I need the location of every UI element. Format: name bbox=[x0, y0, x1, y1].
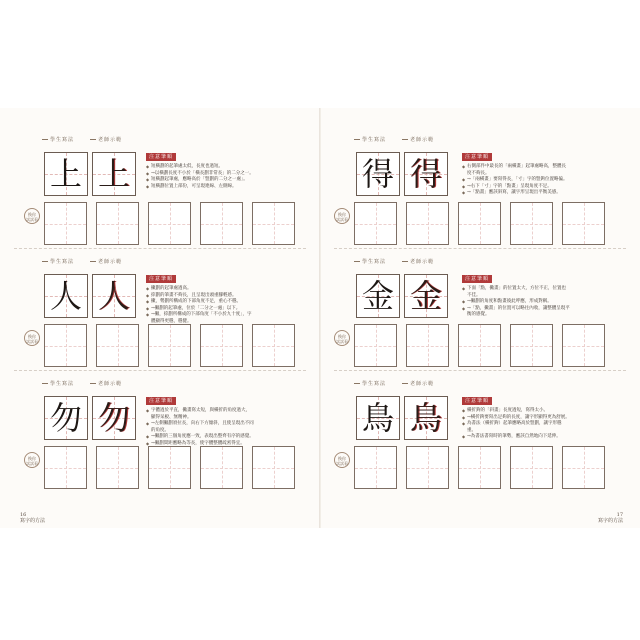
student-example-label: 學生寫法 bbox=[354, 258, 386, 268]
practice-grid-box[interactable] bbox=[458, 202, 501, 245]
try-it-line2: 試試看 bbox=[336, 217, 348, 222]
student-example-box bbox=[356, 152, 400, 196]
tip-item: ◆ 短橫劃起筆處，應略高於「豎劃的二分之一處」。 bbox=[146, 177, 254, 184]
practice-section bbox=[320, 376, 640, 496]
tip-item: ◆ 捺劃的筆畫不夠長，且呈現出頭重腳輕感。 bbox=[146, 293, 254, 300]
example-character: 勿 bbox=[49, 399, 82, 437]
left-page-subtitle: 寫字的方法 bbox=[20, 518, 46, 524]
try-it-line1: 換你 bbox=[28, 456, 36, 461]
practice-grid-box[interactable] bbox=[200, 324, 243, 367]
tip-item: ◆ →撇劃的三個角度應一致，表現出整齊有序的感覺。 bbox=[146, 434, 254, 441]
right-page-subtitle: 寫字的方法 bbox=[598, 518, 624, 524]
practice-grid-box[interactable] bbox=[510, 446, 553, 489]
example-character: 得 bbox=[361, 155, 394, 193]
try-it-badge bbox=[24, 330, 40, 346]
tip-item: ◆ 橫折鉤的「斜畫」長度過短，寫得太小。 bbox=[462, 408, 570, 415]
tip-item: ◆ 為書法（橫折鉤）起筆應略高於豎劃，讓字形穩重。 bbox=[462, 421, 570, 434]
section-divider bbox=[14, 248, 306, 249]
tips-list bbox=[146, 408, 254, 447]
try-it-badge bbox=[334, 452, 350, 468]
practice-grid-box[interactable] bbox=[200, 446, 243, 489]
tips-badge: 注意筆順 bbox=[146, 397, 176, 405]
section-divider bbox=[334, 370, 626, 371]
student-example-box bbox=[44, 396, 88, 440]
practice-grid-box[interactable] bbox=[148, 324, 191, 367]
student-example-label: 學生寫法 bbox=[354, 380, 386, 390]
section-divider bbox=[334, 248, 626, 249]
tip-item: ◆ 短橫劃的起筆處太低，長度也過短。 bbox=[146, 164, 254, 171]
student-example-box bbox=[356, 274, 400, 318]
try-it-badge bbox=[24, 208, 40, 224]
practice-grid-box[interactable] bbox=[458, 446, 501, 489]
tip-item: ◆ →撇，捺劃所構成的下部角度「不小於九十度」，字體顯得更穩，穩健。 bbox=[146, 312, 254, 325]
try-it-line1: 換你 bbox=[338, 334, 346, 339]
example-character: 人 bbox=[49, 277, 82, 315]
practice-section bbox=[0, 254, 320, 374]
practice-grid-box[interactable] bbox=[406, 202, 449, 245]
left-page bbox=[0, 108, 320, 528]
practice-grid-box[interactable] bbox=[354, 446, 397, 489]
practice-grid-box[interactable] bbox=[148, 446, 191, 489]
practice-grid-box[interactable] bbox=[96, 202, 139, 245]
practice-grid-box[interactable] bbox=[44, 446, 87, 489]
tip-item: ◆ 字體過於平直，撇畫寫太短，與橫折的角度過大，顯得呆板、無精神。 bbox=[146, 408, 254, 421]
practice-grid-box[interactable] bbox=[458, 324, 501, 367]
right-page-footer bbox=[598, 512, 623, 524]
demo-character: 金 bbox=[409, 277, 442, 315]
try-it-line1: 換你 bbox=[338, 212, 346, 217]
tip-item: ◆ →右下「寸」字的「點畫」呈現角度不足。 bbox=[462, 184, 570, 191]
practice-grid-box[interactable] bbox=[96, 324, 139, 367]
try-it-line2: 試試看 bbox=[336, 461, 348, 466]
practice-grid-box[interactable] bbox=[252, 446, 295, 489]
tip-item: ◆ →為書法書寫時的筆勢，應該自然地向下延伸。 bbox=[462, 434, 570, 441]
practice-grid-box[interactable] bbox=[44, 202, 87, 245]
try-it-line2: 試試看 bbox=[26, 461, 38, 466]
tip-item: ◆ →「點，撇畫」的位置可以略往內收，讓整體呈現平衡的感覺。 bbox=[462, 306, 570, 319]
tip-item: ◆ →「點畫」應該斜寫，讓字形呈現出平衡美感。 bbox=[462, 190, 570, 197]
try-it-badge bbox=[24, 452, 40, 468]
tips-list bbox=[462, 164, 570, 197]
practice-section bbox=[0, 132, 320, 252]
tip-item: ◆ →撇劃的角度和點畫彼此呼應，形成對稱。 bbox=[462, 299, 570, 306]
practice-grid-box[interactable] bbox=[562, 324, 605, 367]
student-example-label: 學生寫法 bbox=[42, 380, 74, 390]
tips-badge: 注意筆順 bbox=[462, 397, 492, 405]
tips-badge: 注意筆順 bbox=[462, 153, 492, 161]
try-it-line1: 換你 bbox=[338, 456, 346, 461]
tip-item: ◆ →左側撇劃須拉長，向右下方傾斜，且使呈現出不同的角度。 bbox=[146, 421, 254, 434]
practice-grid-box[interactable] bbox=[562, 446, 605, 489]
tips-list bbox=[462, 286, 570, 319]
example-character: 鳥 bbox=[361, 399, 394, 437]
teacher-demo-label: 老師示範 bbox=[90, 136, 122, 146]
practice-grid-box[interactable] bbox=[406, 446, 449, 489]
demo-character: 得 bbox=[409, 155, 442, 193]
teacher-demo-box bbox=[92, 152, 136, 196]
practice-grid-box[interactable] bbox=[44, 324, 87, 367]
tip-item: ◆ →以橫劃長度不小於「橫長劃非常長」的二分之一。 bbox=[146, 171, 254, 178]
tip-item: ◆ →撇劃間距應略為等長，使字體整體疏密得宜。 bbox=[146, 441, 254, 448]
right-page bbox=[320, 108, 640, 528]
tips-badge: 注意筆順 bbox=[462, 275, 492, 283]
practice-grid-box[interactable] bbox=[252, 324, 295, 367]
tips-list bbox=[146, 286, 254, 325]
tip-item: ◆ →「兩橫畫」要寫得長，「寸」字的豎鉤位置略偏。 bbox=[462, 177, 570, 184]
tips-badge: 注意筆順 bbox=[146, 275, 176, 283]
student-example-box bbox=[356, 396, 400, 440]
section-divider bbox=[14, 370, 306, 371]
practice-grid-box[interactable] bbox=[406, 324, 449, 367]
tip-item: ◆ 下面「點，撇畫」的位置太大，方位不正，位置也不佳。 bbox=[462, 286, 570, 299]
teacher-demo-box bbox=[92, 396, 136, 440]
practice-section bbox=[320, 132, 640, 252]
practice-grid-box[interactable] bbox=[148, 202, 191, 245]
demo-character: 勿 bbox=[97, 399, 130, 437]
example-character: 上 bbox=[49, 155, 82, 193]
left-page-footer bbox=[20, 512, 45, 524]
tips-list bbox=[462, 408, 570, 441]
try-it-line2: 試試看 bbox=[26, 217, 38, 222]
tip-item: ◆ 撇，勢劃所構成的下部角度不足，重心不穩。 bbox=[146, 299, 254, 306]
right-page-number: 17 bbox=[616, 512, 624, 518]
teacher-demo-label: 老師示範 bbox=[90, 258, 122, 268]
tips-badge: 注意筆順 bbox=[146, 153, 176, 161]
try-it-line1: 換你 bbox=[28, 334, 36, 339]
teacher-demo-box bbox=[404, 274, 448, 318]
tip-item: ◆ 短橫劃位置上部份，可呈現連線、左側線。 bbox=[146, 184, 254, 191]
teacher-demo-label: 老師示範 bbox=[402, 380, 434, 390]
student-example-label: 學生寫法 bbox=[354, 136, 386, 146]
example-character: 金 bbox=[361, 277, 394, 315]
demo-character: 上 bbox=[97, 155, 130, 193]
tip-item: ◆ 右側部件中最長的「兩橫畫」起筆處略高，整體長度不夠長。 bbox=[462, 164, 570, 177]
student-example-label: 學生寫法 bbox=[42, 258, 74, 268]
practice-grid-box[interactable] bbox=[200, 202, 243, 245]
student-example-box bbox=[44, 274, 88, 318]
practice-section bbox=[320, 254, 640, 374]
demo-character: 鳥 bbox=[409, 399, 442, 437]
practice-grid-box[interactable] bbox=[510, 202, 553, 245]
try-it-line1: 換你 bbox=[28, 212, 36, 217]
practice-grid-box[interactable] bbox=[252, 202, 295, 245]
try-it-line2: 試試看 bbox=[336, 339, 348, 344]
teacher-demo-label: 老師示範 bbox=[402, 136, 434, 146]
teacher-demo-box bbox=[92, 274, 136, 318]
demo-character: 人 bbox=[97, 277, 130, 315]
student-example-label: 學生寫法 bbox=[42, 136, 74, 146]
practice-grid-box[interactable] bbox=[562, 202, 605, 245]
tip-item: ◆ →撇劃的起筆處，位於「二分之一處」以下。 bbox=[146, 306, 254, 313]
student-example-box bbox=[44, 152, 88, 196]
practice-section bbox=[0, 376, 320, 496]
try-it-badge bbox=[334, 330, 350, 346]
teacher-demo-label: 老師示範 bbox=[90, 380, 122, 390]
teacher-demo-box bbox=[404, 396, 448, 440]
practice-grid-box[interactable] bbox=[354, 324, 397, 367]
try-it-line2: 試試看 bbox=[26, 339, 38, 344]
try-it-badge bbox=[334, 208, 350, 224]
tip-item: ◆ 撇劃的起筆處過高。 bbox=[146, 286, 254, 293]
tips-list bbox=[146, 164, 254, 190]
practice-grid-box[interactable] bbox=[510, 324, 553, 367]
teacher-demo-box bbox=[404, 152, 448, 196]
practice-grid-box[interactable] bbox=[354, 202, 397, 245]
practice-grid-box[interactable] bbox=[96, 446, 139, 489]
teacher-demo-label: 老師示範 bbox=[402, 258, 434, 268]
tip-item: ◆ →橫折鉤要寫出足夠的長度，讓字形顯得更為舒展。 bbox=[462, 415, 570, 422]
left-page-number: 16 bbox=[20, 512, 27, 518]
